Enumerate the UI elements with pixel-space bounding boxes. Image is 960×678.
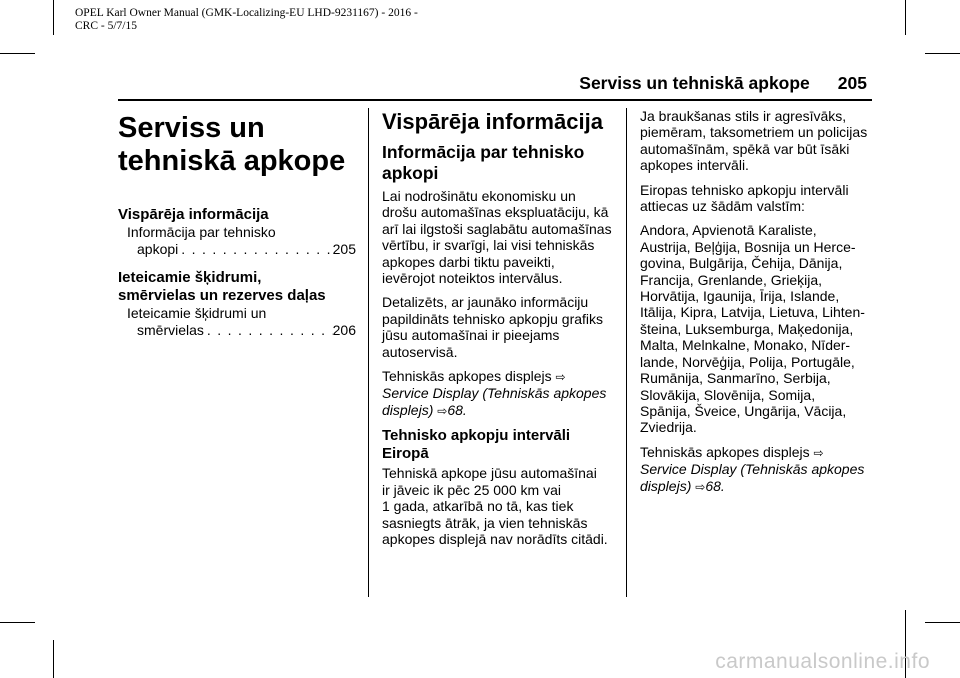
running-head-title: Serviss un tehniskā apkope [579,73,810,93]
crop-mark [53,640,54,678]
toc-entry-line[interactable]: Informācija par tehnisko [127,224,276,240]
paragraph: Tehniskā apkope jūsu automašīnai ir jāveic ik pēc 25 000 km vai 1 gada, atkarībā no tā, kas tiek sasniegts ātrāk, ja vien tehniskās apkopes displejā nav norādīts citādi. [382,465,608,547]
country-list: Andora, Apvienotā Karaliste, Austrija, Beļģija, Bosnija un Herce- govina, Bulgārija, Čehija, Dānija, Francija, Grenlande, Grieķija, Horvātija, Igaunija, Īrija, Islande, Itālija, Kipra, Latvija, Lietuva, Lihten- šteina, Luksemburga, Maķedonija, Malta, Melnkalne, Monako, Nīder- lande, Norvēģija, Polija, Portugāle, Rumānija, Sanmarīno, Serbija, Slovākija, Slovēnija, Somija, Spānija, Šveice, Ungārija, Vācija, Zviedrija. [640,222,865,436]
toc-leader-dots [178,241,332,258]
paragraph: Ja braukšanas stils ir agresīvāks, piemēram, taksometriem un policijas automašīnām, spēkā var būt īsāki apkopes intervāli. [640,108,868,174]
xref-link-text[interactable]: displejs) [640,477,692,494]
toc-heading-line: Ieteicamie šķidrumi, [118,269,262,286]
xref-arrow-icon: ⇨ [695,479,706,494]
xref-arrow-icon: ⇨ [437,403,448,418]
column-intervals [640,108,880,503]
heading-line: Informācija par tehnisko [382,142,585,162]
xref-link-text[interactable]: Service Display (Tehniskās apkopes [382,385,607,402]
toc-section-heading[interactable] [118,269,356,305]
xref-page-link[interactable]: 68. [447,401,467,418]
xref-link-text[interactable]: displejs) [382,401,434,418]
paragraph: Lai nodrošinātu ekonomisku un drošu automašīnas ekspluatāciju, kā arī lai ilgstoši saglabātu automašīnas vērtību, ir svarīgi, lai visi tehniskās apkopes darbi tiktu paveikti, ievērojot noteiktos intervālus. [382,188,612,287]
toc-entry-line[interactable]: Ieteicamie šķidrumi un [127,305,267,321]
paragraph: Eiropas tehnisko apkopju intervāli attiecas uz šādām valstīm: [640,181,849,215]
xref-link-text[interactable]: Service Display (Tehniskās apkopes [640,461,865,478]
toc-entry-page: 206 [332,321,356,338]
toc-entry-label: apkopi [137,240,179,257]
toc-entry[interactable] [118,241,356,258]
crop-mark [925,53,960,54]
toc-leader-dots [204,322,333,339]
toc-entry[interactable] [118,322,356,339]
chapter-title-line: Serviss un [118,112,265,144]
subsection-heading [382,427,620,462]
chapter-title-line: tehniskā apkope [118,145,346,177]
paragraph: Detalizēts, ar jaunāko informāciju papildināts tehnisko apkopju grafiks jūsu automašīnai ir pieejams autoservisā. [382,294,604,360]
meta-line: CRC - 5/7/15 [75,20,137,32]
crop-mark [0,622,35,623]
heading-line: apkopi [382,163,439,183]
column-divider [626,108,627,597]
page-number: 205 [837,73,867,93]
column-divider [368,108,369,597]
xref-label: Tehniskās apkopes displejs [640,443,810,460]
crop-mark [53,0,54,35]
document-meta-header [75,7,515,33]
header-rule [118,99,872,101]
crop-mark [905,0,906,35]
cross-reference [382,368,620,419]
cross-reference [640,444,880,495]
xref-arrow-icon: ⇨ [555,370,566,385]
heading-line: Tehnisko apkopju intervāli [382,427,571,445]
toc-entry-page: 205 [332,240,356,257]
xref-page-link[interactable]: 68. [705,477,725,494]
section-heading: Vispārēja informācija [382,109,603,134]
meta-line: OPEL Karl Owner Manual (GMK-Localizing-EU LHD-9231167) - 2016 - [75,7,418,19]
xref-label: Tehniskās apkopes displejs [382,368,552,385]
chapter-title [118,108,356,178]
xref-arrow-icon: ⇨ [813,445,824,460]
running-head [579,73,867,94]
column-toc [118,108,356,338]
toc-heading-line: smērvielas un rezerves daļas [118,287,326,304]
watermark: carmanualsonline.info [715,650,930,673]
column-general-info [382,108,620,555]
toc-entry-label: smērvielas [137,321,204,338]
subsection-heading [382,142,620,184]
heading-line: Eiropā [382,444,429,462]
crop-mark [0,53,35,54]
crop-mark [925,622,960,623]
toc-section-heading[interactable]: Vispārēja informācija [118,206,269,223]
